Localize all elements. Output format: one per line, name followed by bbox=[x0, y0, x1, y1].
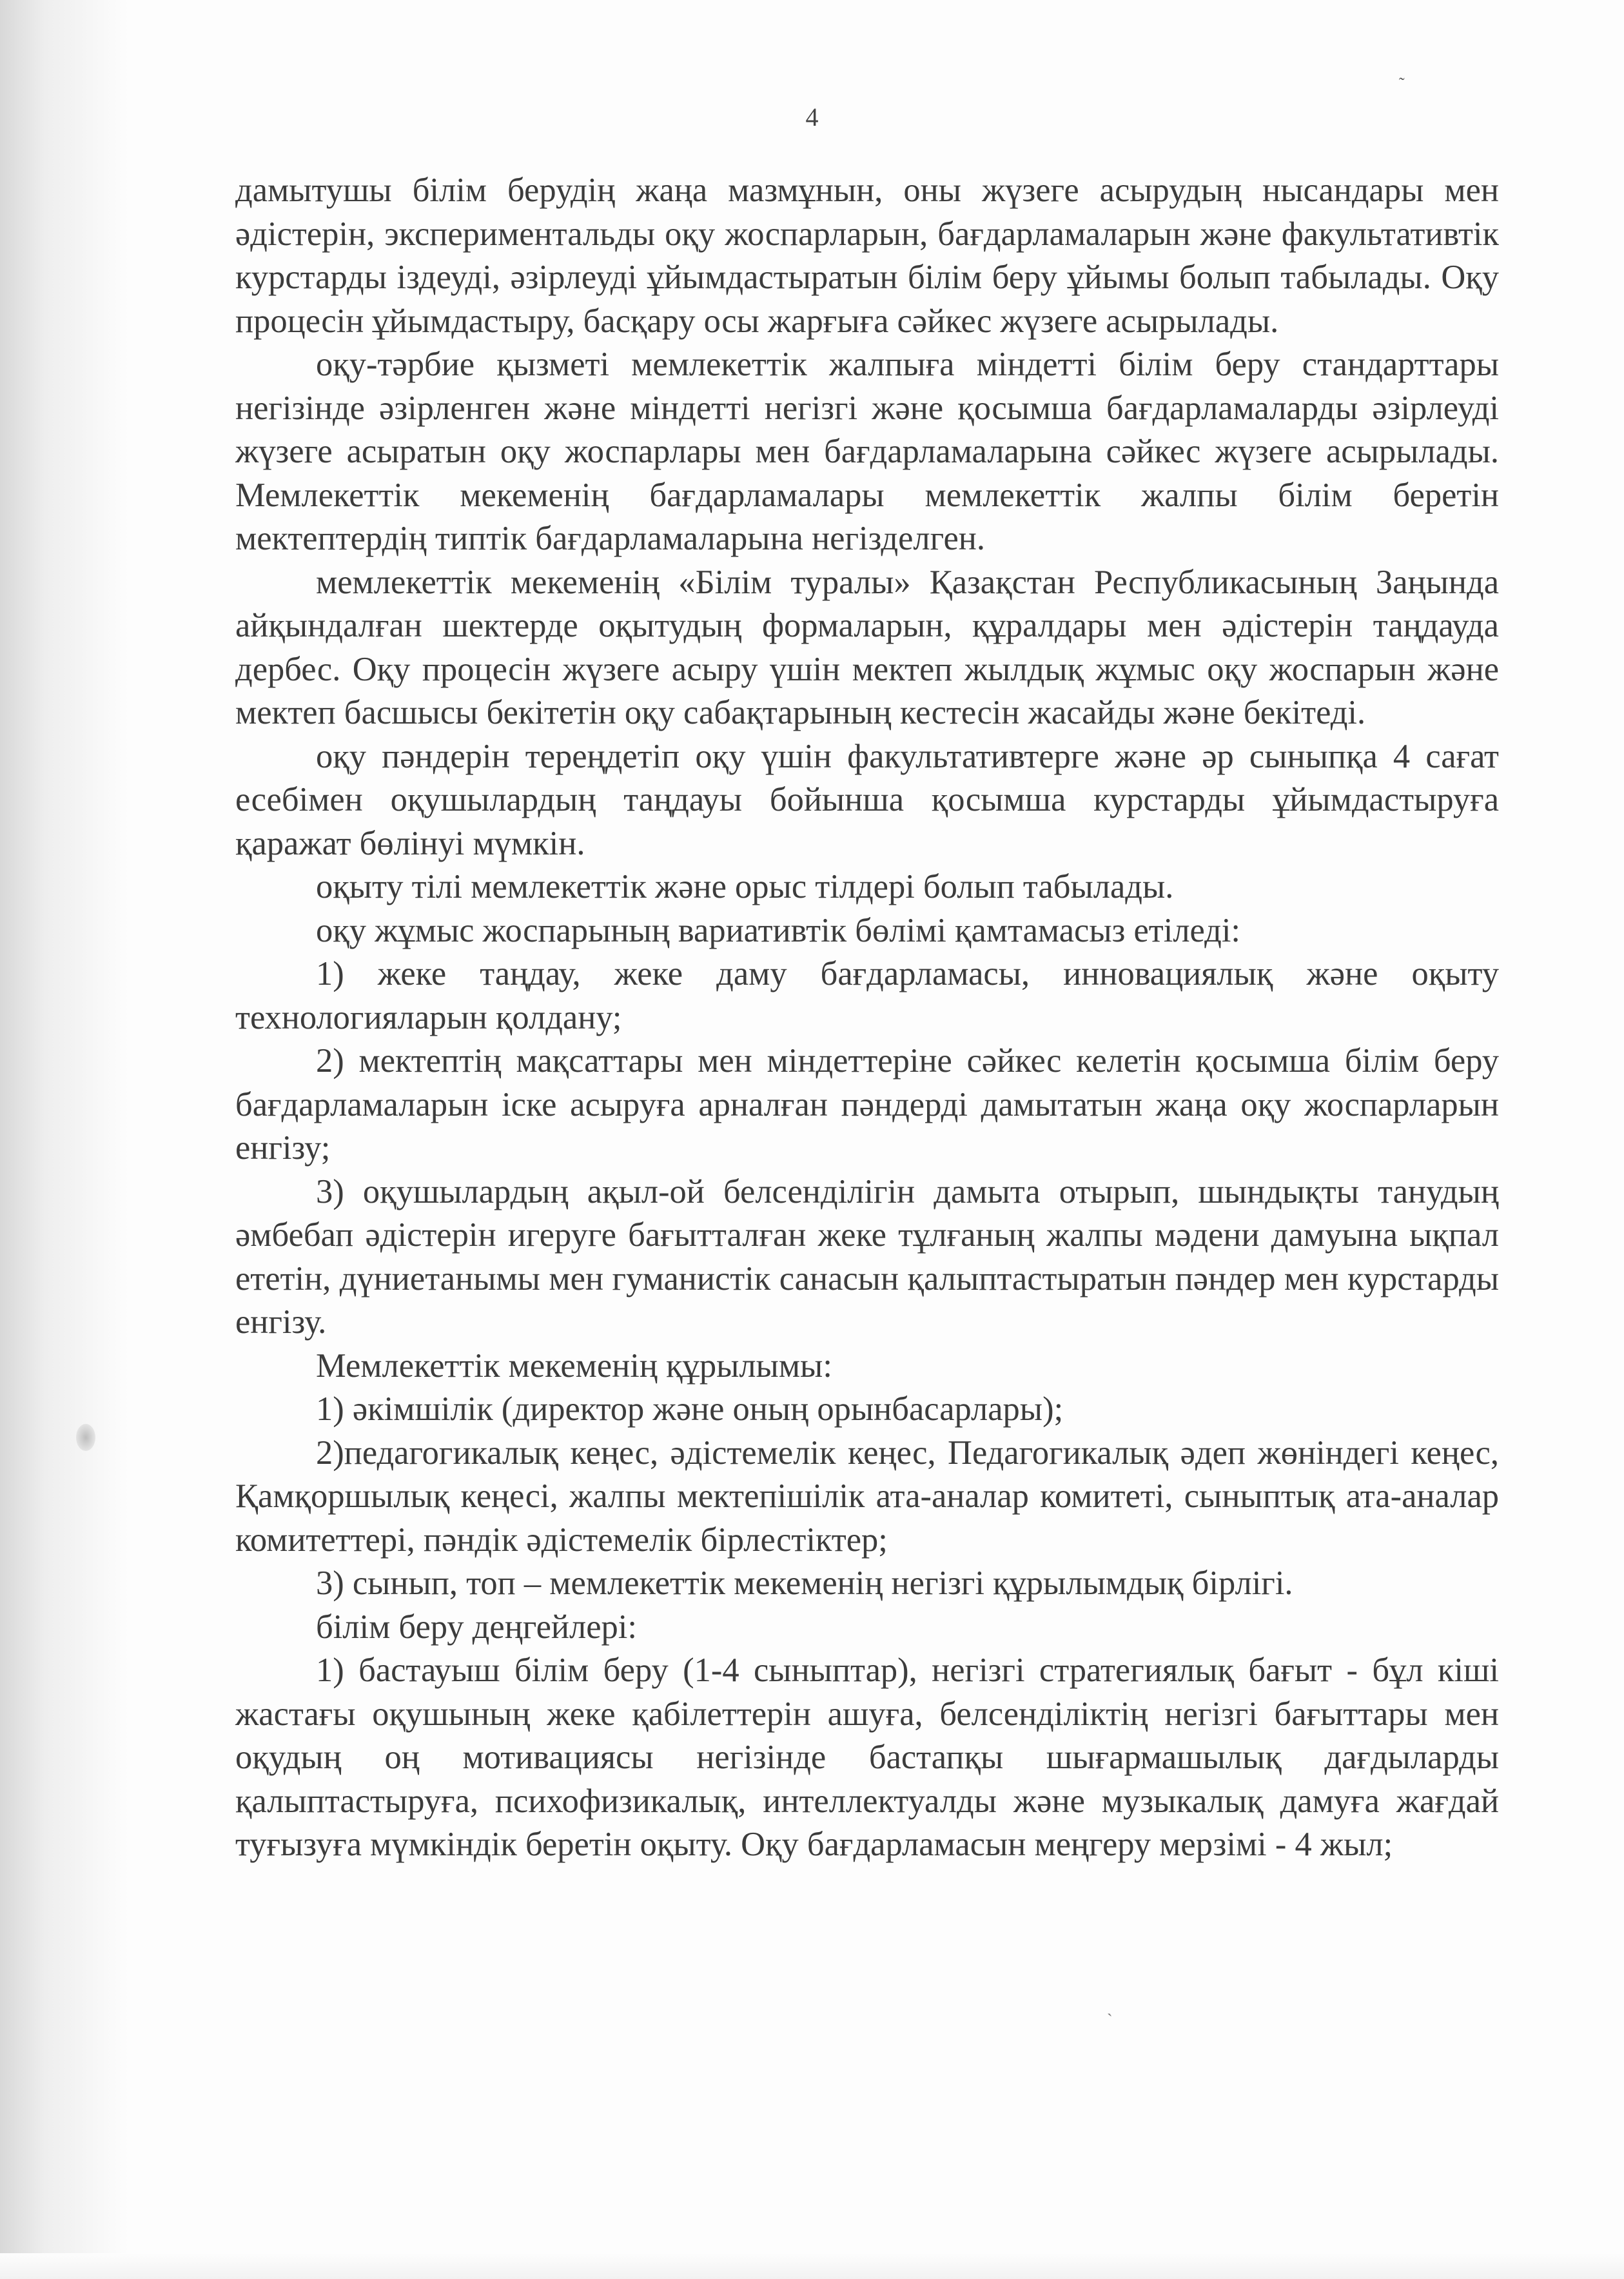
list-item-structure-2: 2)педагогикалық кеңес, әдістемелік кеңес, Педагогикалық әдеп жөніндегі кеңес, Қамқоршылық кеңесі, жалпы мектепішілік ата-аналар комитеті, сыныптық ата-аналар комитеттері, пәндік әдістемелік бірлестіктер; bbox=[235, 1434, 1499, 1559]
paragraph-language: оқыту тілі мемлекеттік және орыс тілдері болып табылады. bbox=[316, 868, 1174, 905]
scan-speck-mark: ˷ bbox=[1399, 62, 1405, 81]
paragraph-educational-activity: оқу-тәрбие қызметі мемлекеттік жалпыға міндетті білім беру стандарттары негізінде әзірленген және міндетті негізгі және қосымша бағдарламаларды әзірлеуді жүзеге асыратын оқу жоспарлары мен бағдарламаларына сәйкес жүзеге асырылады. Мемлекеттік мекеменің бағдарламалары мемлекеттік жалпы білім беретін мектептердің типтік бағдарламаларына негізделген. bbox=[235, 346, 1499, 557]
list-item-variative-2: 2) мектептің мақсаттары мен міндеттеріне сәйкес келетін қосымша білім беру бағдарламаларын іске асыруға арналған пәндерді дамытатын жаңа оқу жоспарларын енгізу; bbox=[235, 1042, 1499, 1167]
paragraph-continuation: дамытушы білім берудің жаңа мазмұнын, оны жүзеге асырудың нысандары мен әдістерін, экспериментальды оқу жоспарларын, бағдарламаларын және факультативтік курстарды іздеуді, әзірлеуді ұйымдастыратын білім беру ұйымы болып табылады. Оқу процесін ұйымдастыру, басқару осы жарғыға сәйкес жүзеге асырылады. bbox=[235, 172, 1499, 340]
scan-speck-dot: ˎ bbox=[1107, 1998, 1113, 2017]
paragraph-levels-heading: білім беру деңгейлері: bbox=[316, 1608, 637, 1646]
list-item-levels-1: 1) бастауыш білім беру (1-4 сыныптар), негізгі стратегиялық бағыт - бұл кіші жастағы оқушының жеке қабілеттерін ашуға, белсенділіктің негізгі бағыттары мен оқудың оң мотивациясы негізінде бастапқы шығармашылық дағдыларды қалыптастыруға, психофизикалық, интеллектуалды және музыкалық дамуға жағдай туғызуға мүмкіндік беретін оқыту. Оқу бағдарламасын меңгеру мерзімі - 4 жыл; bbox=[235, 1652, 1499, 1863]
paragraph-structure-heading: Мемлекеттік мекеменің құрылымы: bbox=[316, 1347, 832, 1385]
scan-edge-shadow bbox=[0, 0, 129, 2279]
list-item-structure-3: 3) сынып, топ – мемлекеттік мекеменің негізгі құрылымдық бірлігі. bbox=[316, 1564, 1293, 1602]
paragraph-variative-part: оқу жұмыс жоспарының вариативтік бөлімі қамтамасыз етіледі: bbox=[316, 911, 1241, 949]
page-number: 4 bbox=[805, 103, 819, 132]
scan-bottom-edge bbox=[0, 2253, 1624, 2279]
document-body bbox=[235, 169, 1499, 1867]
paragraph-independence: мемлекеттік мекеменің «Білім туралы» Қазақстан Республикасының Заңында айқындалған шектерде оқытудың формаларын, құралдары мен әдістерін таңдауда дербес. Оқу процесін жүзеге асыру үшін мектеп жылдық жұмыс оқу жоспарын және мектеп басшысы бекітетін оқу сабақтарының кестесін жасайды және бекітеді. bbox=[235, 563, 1499, 731]
paragraph-electives: оқу пәндерін тереңдетіп оқу үшін факультативтерге және әр сыныпқа 4 сағат есебімен оқушылардың таңдауы бойынша қосымша курстарды ұйымдастыруға қаражат бөлінуі мүмкін. bbox=[235, 737, 1499, 862]
list-item-variative-3: 3) оқушылардың ақыл-ой белсенділігін дамыта отырып, шындықты танудың әмбебап әдістерін игеруге бағытталған жеке тұлғаның жалпы мәдени дамуына ықпал ететін, дүниетанымы мен гуманистік санасын қалыптастыратын пәндер мен курстарды енгізу. bbox=[235, 1172, 1499, 1341]
list-item-structure-1: 1) әкімшілік (директор және оның орынбасарлары); bbox=[316, 1390, 1064, 1428]
list-item-variative-1: 1) жеке таңдау, жеке даму бағдарламасы, инновациялық және оқыту технологияларын қолдану; bbox=[235, 955, 1499, 1036]
scan-smudge bbox=[76, 1424, 95, 1451]
